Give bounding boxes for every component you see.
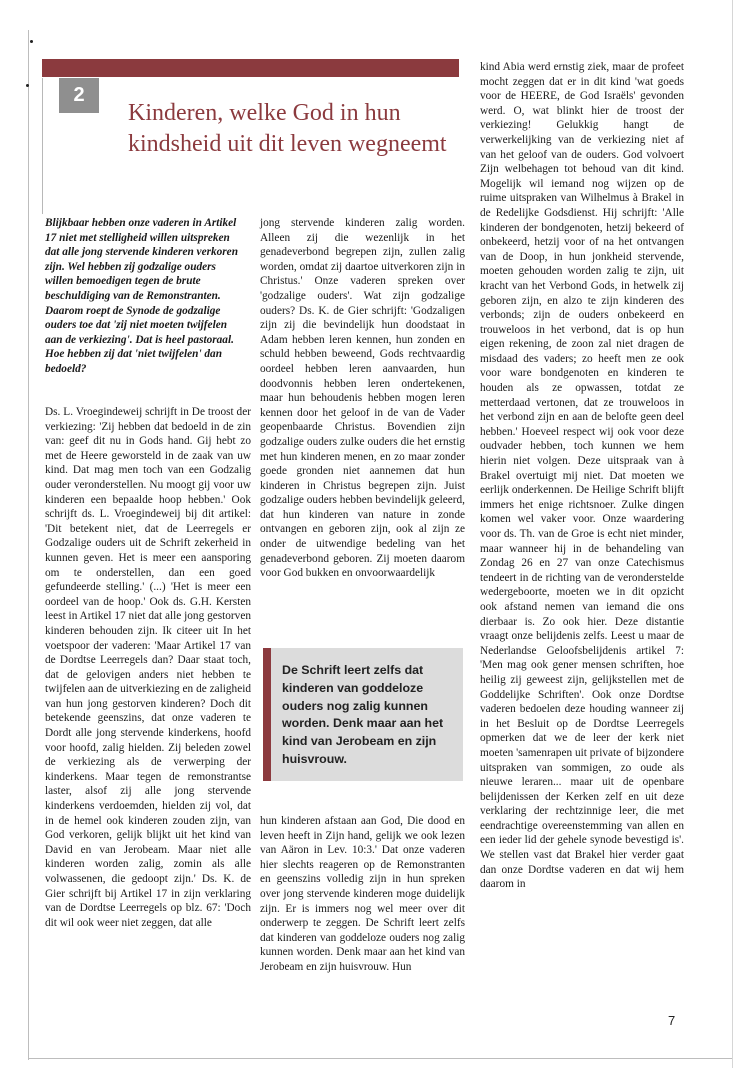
article-title: Kinderen, welke God in hun kindsheid uit dit leven wegneemt bbox=[128, 100, 447, 157]
scan-speck bbox=[26, 84, 29, 87]
page-number: 7 bbox=[668, 1013, 676, 1028]
pull-quote-text: De Schrift leert zelfs dat kinderen van goddeloze ouders nog zalig kunnen worden. Denk maar aan het kind van Jerobeam en zijn huisvrouw. bbox=[282, 663, 444, 766]
body-column-2-top bbox=[260, 216, 465, 581]
body-column-3 bbox=[480, 60, 684, 892]
header-rule bbox=[42, 78, 43, 214]
scan-speck bbox=[30, 40, 33, 43]
section-number: 2 bbox=[59, 78, 99, 113]
page-frame-right bbox=[732, 0, 733, 1068]
pull-quote bbox=[263, 648, 463, 781]
body-text: hun kinderen afstaan aan God, Die dood en leven heeft in Zijn hand, gelijk we ook lezen van Aäron in Lev. 10:3.' Dat onze vaderen hier slechts reageren op de Remonstranten en geenszins volledig zijn in hun spreken over jong stervende kinderen moge duidelijk zijn. Er is immers nog wel meer over dit onderwerp te zeggen. De Schrift leert zelfs dat kinderen van goddeloze ouders nog zalig kunnen worden. Denk maar aan het kind van Jerobeam en zijn huisvrouw. Hun bbox=[260, 815, 465, 973]
pull-quote-bar bbox=[263, 648, 271, 781]
page-frame-left bbox=[28, 30, 29, 1060]
article-intro: Blijkbaar hebben onze vaderen in Artikel 17 niet met stelligheid willen uitspreken dat alle jong stervende kinderen verkoren zijn. Wel hebben zij godzalige ouders willen bemoedigen tegen de brute beschuldiging van de Remonstranten. Daarom roept de Synode de godzalige ouders toe dat 'zij niet moeten twijfelen aan de verkiezing'. Dat is heel pastoraal. Hoe hebben zij dat 'niet twijfelen' dan bedoeld? bbox=[45, 217, 238, 375]
body-text: Ds. L. Vroegindeweij schrijft in De troost der verkiezing: 'Zij hebben dat bedoeld in de zin van: geef dit nu in Gods hand. Gij hebt zo met de Heere geworsteld in de zaak van uw kind. Dat mag men toch van een Godzalig ouder veronderstellen. Nu moogt gij voor uw kinderen een bepaalde hoop hebben.' Ook schrijft ds. L. Vroegindeweij bij dit artikel: 'Dit betekent niet, dat de Leerregels er Godzalige ouders uit de Schrift zekerheid in kunnen geven. Het is meer een aansporing om te onderstellen, dan een goed gefundeerde stelling.' (...) 'Het is meer een oordeel van de hoop.' Ook ds. G.H. Kersten leest in Artikel 17 niet dat alle jong gestorven kinderen behouden zijn. Ik citeer uit In het voetspoor der vaderen: 'Maar Artikel 17 van de Dordtse Leerregels dan? Daar staat toch, dat de gelovigen anders niet hebben te twijfelen aan de uitverkiezing en de zaligheid van hun jong gestorven kinderen? Doch dit betekende geenszins, dat onze vaderen te Dordt alle jong stervende kinderkens, hoofd voor hoofd, zalig hielden. Zij beleden zowel de verkiezing als de verwerping der kinderkens. Maar tegen de remonstrantse laster, alsof zij alle jong stervende kinderkens verdoemden, hielden zij vol, dat in de hemel ook kinderen zouden zijn, van God verkoren, gelijk blijkt uit het kind van David en van Jerobeam. Maar niet alle kinderen worden zalig, zomin als alle volwassenen, die gedoopt zijn.' Ds. K. de Gier schrijft bij Artikel 17 in zijn verklaring van de Dordtse Leerregels op blz. 67: 'Doch dit wil ook weer niet zeggen, dat alle bbox=[45, 406, 251, 929]
body-column-1 bbox=[45, 405, 251, 930]
body-text: jong stervende kinderen zalig worden. Alleen zij die wezenlijk in het genadeverbond begrepen zijn, zullen zalig worden, omdat zij daartoe uitverkoren zijn in Christus.' Onze vaderen spreken over 'godzalige ouders'. Wat zijn godzalige ouders? Ds. K. de Gier schrijft: 'Godzaligen zijn zij die bevindelijk hun doodstaat in Adam hebben leren kennen, hun zonden en schuld hebben beweend, Gods rechtvaardig oordeel hebben leren aanvaarden, hun doodvonnis hebben leren ondertekenen, maar hun behoudenis hebben mogen leren kennen door het geloof in de van de Vader geopenbaarde Christus. Bovendien zijn godzalige ouders zulke ouders die het ernstig met hun kinderen menen, en zo maar zonder goede gronden niet aannemen dat hun kinderen in Christus begrepen zijn. Juist godzalige ouders hebben bevindelijk geleerd, dat hun kinderen van nature in zonde ontvangen en geboren zijn, ook al zijn ze onder de uitwendige bedeling van het genadeverbond geboren. Zij moeten daarom voor God bukken en onvoorwaardelijk bbox=[260, 217, 465, 580]
header-bar bbox=[42, 59, 459, 77]
page-frame-bottom bbox=[28, 1058, 732, 1059]
body-text: kind Abia werd ernstig ziek, maar de profeet mocht zeggen dat er in dit kind 'wat goeds voor de HEERE, de God Israëls' gevonden werd. O, wat blinkt hier de troost der verkiezing! Gelukkig hangt de verwerkelijking van de verkiezing niet af van het geloof van de ouders. God volvoert Zijn welbehagen tot behoud van dit kind. Mogelijk wil iemand nog wijzen op de ruime uitspraken van Wilhelmus à Brakel in de Redelijke Godsdienst. Hij schrijft: 'Alle kinderen der bondgenoten, hetzij bekeerd of onbekeerd, hetzij voor of na het ontvangen van de Doop, in hun jonkheid stervende, moeten gehouden worden zalig te zijn, uit kracht van het Verbond Gods, in hetwelk zij geboren zijn, en alzo te zijn kinderen des verbonds; zijn de ouders onbekeerd en trouweloos in het verbond, dat is op hun eigen rekening, de zoon zal niet dragen de misdaad des vaders; zo heeft men ze ook voor ware bondgenoten en kinderen te houden als ze opwassen, totdat ze metterdaad vertonen, dat ze trouweloos in het verbond zijn en aan de belofte geen deel hebben.' Hoeveel respect wij ook voor deze oudvader hebben, toch kunnen we hem hierin niet volgen. Deze uitspraak van à Brakel overtuigt mij niet. Dat moeten we eerlijk onderkennen. De Heilige Schrift blijft immers het enige richtsnoer. Zulke dingen komen wel vaker voor. Onze waardering voor ds. Th. van de Groe is echt niet minder, maar wanneer hij in de behandeling van Zondag 26 en 27 van onze Catechismus tendeert in de richting van de veronderstelde wedergeboorte, moeten we in dit opzicht ook afstand nemen van iemand die ons dierbaar is. Zo ook hier. Deze distantie vraagt onze belijdenis zelfs. Leest u maar de Nederlandse Geloofsbelijdenis artikel 7: 'Men mag ook gener mensen schriften, hoe heilig zij geweest zijn, gelijkstellen met de Goddelijke Schriften'. Ook onze Dordtse vaderen bedoelen deze houding wanneer zij in het Besluit op de Dordtse Leerregels opmerken dat we de leer der kerk niet moeten 'samenrapen uit private of bijzondere uitspraken van sommigen, zo oude als nieuwe leraren... maar uit de openbare belijdenissen der Kerken zelf en uit deze verklaring der rechtzinnige leer, die met eendrachtige overeenstemming van allen en een ieder lid der gehele synode bevestigd is'. We stellen vast dat Brakel hier verder gaat dan onze Dordtse vaderen en dat wij hem daarom in bbox=[480, 61, 684, 891]
body-column-2-bottom bbox=[260, 814, 465, 975]
